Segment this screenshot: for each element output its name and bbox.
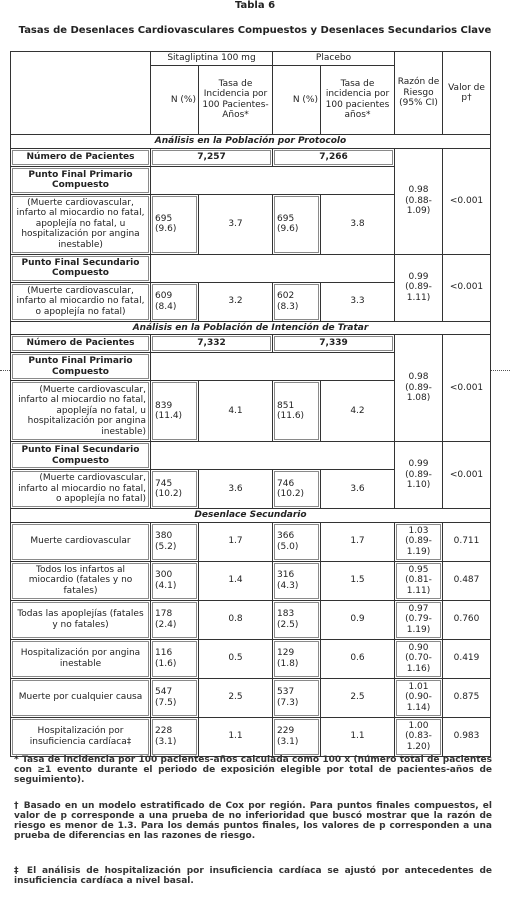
header-n-pct-plac: N (%) (273, 65, 321, 134)
pp-secondary-spacer (151, 254, 395, 282)
itt-secondary-n-plac: 746 (10.2) (274, 471, 319, 507)
pp-patients-plac: 7,266 (274, 150, 393, 165)
footnote-dagger: † Basado en un modelo estratificado de Cox por región. Para puntos finales compuestos, el valor de p corresponde a una prueba de no inferioridad que buscó mostrar que la razón de riesgo es menor de 1.3. Para los demás puntos finales, los valores de p corresponden a una prueba de diferencias en las razones de riesgo. (14, 801, 492, 841)
itt-primary-hr: 0.98 (0.89-1.08) (395, 335, 443, 442)
secondary-row-hr: 1.01 (0.90-1.14) (396, 680, 441, 716)
pp-primary-desc: (Muerte cardiovascular, infarto al miocardio no fatal, apoplejía no fatal, u hospitalización por angina inestable) (12, 196, 149, 253)
footnote-ddagger: ‡ El análisis de hospitalización por insuficiencia cardíaca se ajustó por antecedentes de insuficiencia cardíaca a nivel basal. (14, 866, 492, 886)
itt-primary-n-plac: 851 (11.6) (274, 382, 319, 440)
secondary-row-n-sita: 300 (4.1) (152, 563, 197, 599)
pp-secondary-rate-sita: 3.2 (199, 282, 273, 321)
table-row (11, 561, 491, 600)
secondary-row-rate-plac: 1.1 (321, 717, 395, 756)
secondary-row-rate-sita: 2.5 (199, 678, 273, 717)
table-row (11, 600, 491, 639)
section-secondary-outcome: Desenlace Secundario (11, 509, 491, 523)
pp-primary-n-sita: 695 (9.6) (152, 196, 197, 253)
secondary-row-rate-plac: 1.5 (321, 561, 395, 600)
secondary-row-rate-plac: 2.5 (321, 678, 395, 717)
itt-secondary-hr: 0.99 (0.89-1.10) (395, 442, 443, 509)
secondary-row-label: Muerte cardiovascular (12, 524, 149, 560)
pp-primary-n-plac: 695 (9.6) (274, 196, 319, 253)
header-rate-plac: Tasa de incidencia por 100 pacientes años* (321, 65, 395, 134)
pp-primary-hr: 0.98 (0.88-1.09) (395, 148, 443, 254)
pp-secondary-p: <0.001 (443, 254, 491, 321)
secondary-row-rate-sita: 1.4 (199, 561, 273, 600)
pp-patients-sita: 7,257 (152, 150, 271, 165)
secondary-row-n-plac: 129 (1.8) (274, 641, 319, 677)
pp-primary-label: Punto Final Primario Compuesto (12, 168, 149, 193)
secondary-row-rate-plac: 0.6 (321, 639, 395, 678)
secondary-row-rate-plac: 1.7 (321, 522, 395, 561)
secondary-row-n-plac: 183 (2.5) (274, 602, 319, 638)
pp-secondary-desc: (Muerte cardiovascular, infarto al miocardio no fatal, o apoplejía no fatal) (12, 284, 149, 320)
secondary-row-p: 0.760 (443, 600, 491, 639)
secondary-row-n-sita: 116 (1.6) (152, 641, 197, 677)
secondary-row-rate-plac: 0.9 (321, 600, 395, 639)
section-intention-to-treat: Análisis en la Población de Intención de Tratar (11, 321, 491, 335)
itt-secondary-n-sita: 745 (10.2) (152, 471, 197, 507)
results-table (10, 51, 491, 757)
secondary-row-n-plac: 229 (3.1) (274, 719, 319, 755)
pp-primary-spacer (151, 166, 395, 194)
secondary-row-label: Muerte por cualquier causa (12, 680, 149, 716)
table-number: Tabla 6 (234, 0, 276, 11)
secondary-row-hr: 0.95 (0.81-1.11) (396, 563, 441, 599)
itt-secondary-spacer (151, 442, 395, 470)
itt-patients-label: Número de Pacientes (12, 336, 149, 351)
secondary-row-hr: 0.97 (0.79-1.19) (396, 602, 441, 638)
secondary-row-hr: 1.00 (0.83-1.20) (396, 719, 441, 755)
pp-primary-rate-sita: 3.7 (199, 194, 273, 254)
table-row (11, 522, 491, 561)
pp-primary-rate-plac: 3.8 (321, 194, 395, 254)
pp-secondary-n-plac: 602 (8.3) (274, 284, 319, 320)
header-p-value: Valor de p† (443, 52, 491, 135)
secondary-row-n-plac: 537 (7.3) (274, 680, 319, 716)
secondary-row-p: 0.711 (443, 522, 491, 561)
itt-secondary-rate-sita: 3.6 (199, 470, 273, 509)
itt-primary-rate-plac: 4.2 (321, 381, 395, 442)
itt-secondary-rate-plac: 3.6 (321, 470, 395, 509)
secondary-row-p: 0.875 (443, 678, 491, 717)
header-hazard-ratio: Razón de Riesgo (95% CI) (395, 52, 443, 135)
table-title: Tasas de Desenlaces Cardiovasculares Compuestos y Desenlaces Secundarios Clave (18, 25, 492, 36)
secondary-row-n-plac: 366 (5.0) (274, 524, 319, 560)
itt-secondary-desc: (Muerte cardiovascular, infarto al miocardio no fatal, o apoplejía no fatal) (12, 471, 149, 507)
table-row (11, 717, 491, 756)
section-per-protocol: Análisis en la Población por Protocolo (11, 135, 491, 149)
header-sitagliptina: Sitagliptina 100 mg (151, 52, 273, 66)
pp-secondary-hr: 0.99 (0.89-1.11) (395, 254, 443, 321)
secondary-row-n-sita: 547 (7.5) (152, 680, 197, 716)
secondary-row-p: 0.487 (443, 561, 491, 600)
secondary-row-hr: 0.90 (0.70-1.16) (396, 641, 441, 677)
itt-primary-label: Punto Final Primario Compuesto (12, 354, 149, 379)
itt-primary-spacer (151, 353, 395, 381)
secondary-row-n-sita: 228 (3.1) (152, 719, 197, 755)
pp-patients-label: Número de Pacientes (12, 150, 149, 165)
secondary-row-n-plac: 316 (4.3) (274, 563, 319, 599)
secondary-row-hr: 1.03 (0.89-1.19) (396, 524, 441, 560)
itt-secondary-p: <0.001 (443, 442, 491, 509)
secondary-row-rate-sita: 1.1 (199, 717, 273, 756)
itt-primary-desc: (Muerte cardiovascular, infarto al miocardio no fatal, apoplejía no fatal, u hospitalización por angina inestable) (12, 382, 149, 440)
footnote-star: * Tasa de incidencia por 100 pacientes-años calculada como 100 x (número total de pacientes con ≥1 evento durante el periodo de exposición elegible por total de pacientes-años de seguimiento). (14, 755, 492, 785)
itt-primary-p: <0.001 (443, 335, 491, 442)
secondary-row-label: Todos los infartos al miocardio (fatales y no fatales) (12, 563, 149, 599)
secondary-row-label: Todas las apoplejías (fatales y no fatales) (12, 602, 149, 638)
header-rate-sita: Tasa de Incidencia por 100 Pacientes-Años* (199, 65, 273, 134)
pp-secondary-n-sita: 609 (8.4) (152, 284, 197, 320)
secondary-row-p: 0.983 (443, 717, 491, 756)
secondary-row-rate-sita: 0.8 (199, 600, 273, 639)
header-blank-cell (11, 52, 151, 135)
itt-primary-n-sita: 839 (11.4) (152, 382, 197, 440)
table-row (11, 639, 491, 678)
secondary-row-n-sita: 178 (2.4) (152, 602, 197, 638)
pp-secondary-label: Punto Final Secundario Compuesto (12, 256, 149, 281)
secondary-row-label: Hospitalización por angina inestable (12, 641, 149, 677)
secondary-row-p: 0.419 (443, 639, 491, 678)
header-placebo: Placebo (273, 52, 395, 66)
secondary-row-n-sita: 380 (5.2) (152, 524, 197, 560)
itt-patients-sita: 7,332 (152, 336, 271, 351)
secondary-row-label: Hospitalización por insuficiencia cardíaca‡ (12, 719, 149, 755)
left-dotted-rule (0, 370, 10, 371)
pp-primary-p: <0.001 (443, 148, 491, 254)
secondary-row-rate-sita: 0.5 (199, 639, 273, 678)
itt-primary-rate-sita: 4.1 (199, 381, 273, 442)
table-row (11, 678, 491, 717)
itt-secondary-label: Punto Final Secundario Compuesto (12, 443, 149, 468)
right-dotted-rule (491, 370, 510, 371)
secondary-row-rate-sita: 1.7 (199, 522, 273, 561)
itt-patients-plac: 7,339 (274, 336, 393, 351)
header-n-pct-sita: N (%) (151, 65, 199, 134)
pp-secondary-rate-plac: 3.3 (321, 282, 395, 321)
